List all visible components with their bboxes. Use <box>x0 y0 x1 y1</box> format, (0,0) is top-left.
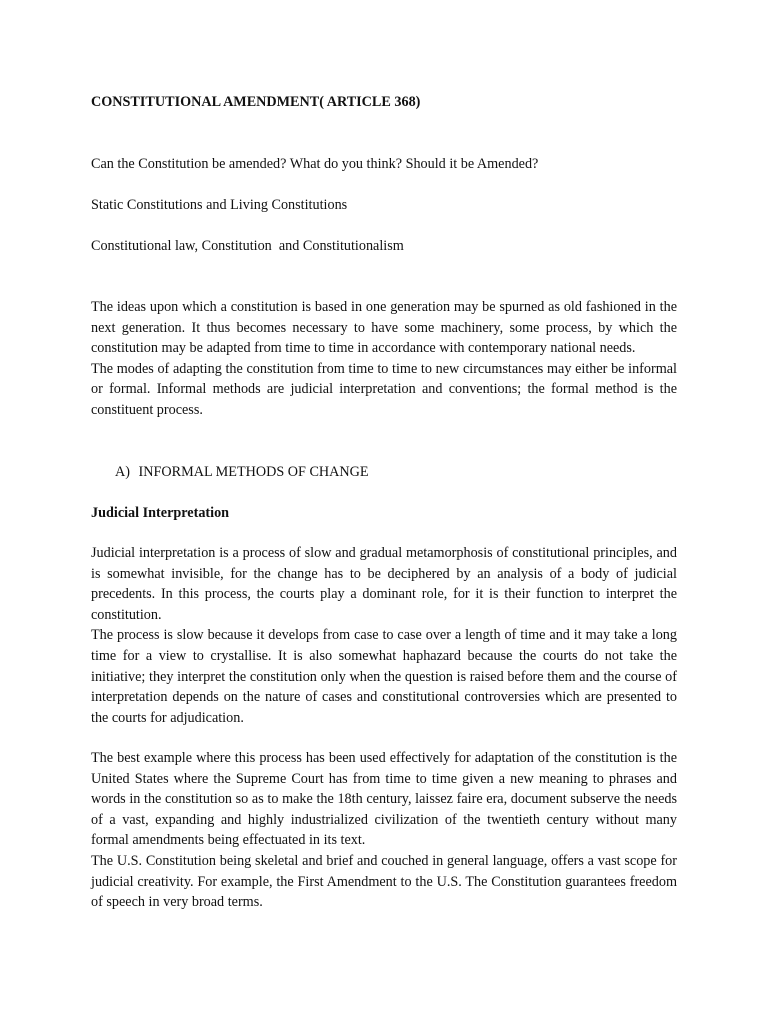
topic-constitutionalism: Constitutional law, Constitution and Constitutionalism <box>91 238 404 254</box>
judicial-paragraph-1: Judicial interpretation is a process of slow and gradual metamorphosis of constitutional principles, and is somewhat invisible, for the change has to be deciphered by an analysis of a body of judicial precedents. In this process, the courts play a dominant role, for it is their function to interpret the constitution. <box>91 545 677 623</box>
opening-questions: Can the Constitution be amended? What do you think? Should it be Amended? <box>91 156 539 172</box>
judicial-paragraph-2: The process is slow because it develops from case to case over a length of time and it may take a long time for a view to crystallise. It is also somewhat haphazard because the courts do not take the initiative; they interpret the constitution only when the question is raised before them and the course of interpretation depends on the nature of cases and constitutional controversies which are presented to the courts for adjudication. <box>91 627 677 726</box>
example-section <box>91 748 677 913</box>
document-title: CONSTITUTIONAL AMENDMENT( ARTICLE 368) <box>91 94 421 110</box>
intro-paragraph-2: The modes of adapting the constitution from time to time to new circumstances may either be informal or formal. Informal methods are judicial interpretation and conventions; the formal method is the constituent process. <box>91 360 677 418</box>
judicial-interpretation-heading: Judicial Interpretation <box>91 505 230 521</box>
intro-paragraph-1: The ideas upon which a constitution is based in one generation may be spurned as old fashioned in the next generation. It thus becomes necessary to have some machinery, some process, by which the constitution may be adapted from time to time in accordance with contemporary national needs. <box>91 299 677 357</box>
section-a-marker: A) <box>115 464 130 480</box>
topic-static-living: Static Constitutions and Living Constitutions <box>91 197 348 213</box>
section-a-heading <box>115 462 369 483</box>
judicial-section <box>91 543 677 728</box>
example-paragraph-1: The best example where this process has been used effectively for adaptation of the constitution is the United States where the Supreme Court has from time to time given a new meaning to phrases and words in the constitution so as to make the 18th century, laissez faire era, document subserve the needs of a vast, expanding and highly industrialized civilization of the twentieth century without many formal amendments being effectuated in its text. <box>91 750 677 849</box>
section-a-title: INFORMAL METHODS OF CHANGE <box>138 464 369 480</box>
example-paragraph-2: The U.S. Constitution being skeletal and brief and couched in general language, offers a vast scope for judicial creativity. For example, the First Amendment to the U.S. The Constitution guarantees freedom of speech in very broad terms. <box>91 852 677 911</box>
intro-section <box>91 297 677 421</box>
